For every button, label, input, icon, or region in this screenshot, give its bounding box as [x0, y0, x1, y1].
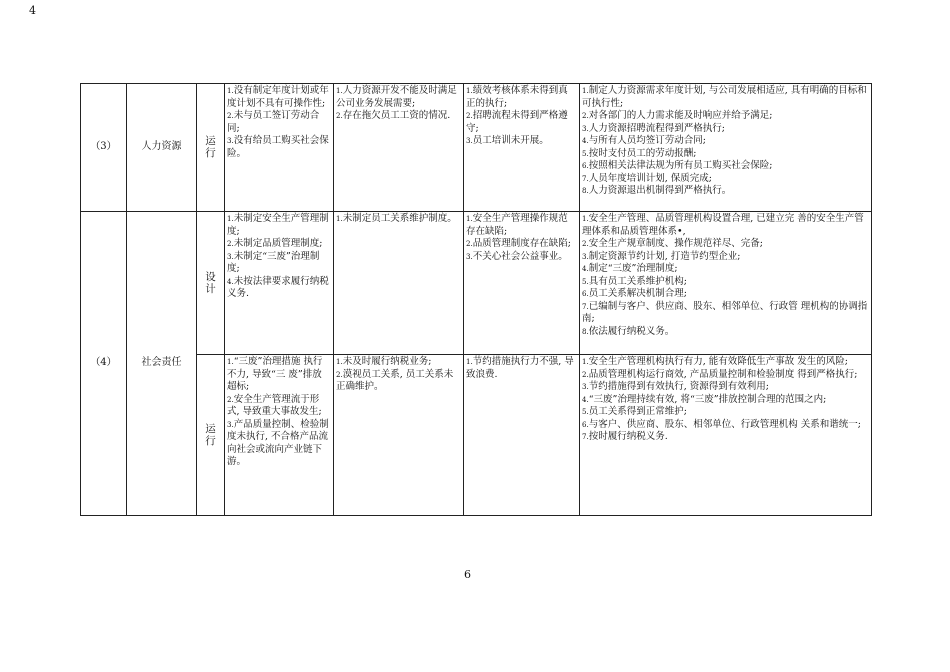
item-text: 没有制定年度计划或年度计划不具有可操作性; — [227, 85, 329, 109]
item-index: 3. — [466, 252, 473, 261]
list-item — [582, 85, 869, 110]
list-item — [582, 238, 869, 251]
list-item — [582, 419, 869, 432]
list-item — [336, 369, 461, 394]
list-item — [466, 135, 577, 148]
item-index: 4. — [582, 395, 589, 404]
item-text: 品质管理机构运行商效, 产品质量控制和检验制度 得到严格执行; — [588, 368, 858, 380]
item-text: 未制定品质管理制度; — [233, 238, 323, 249]
item-index: 1. — [466, 87, 473, 95]
item-text: 人力资源开发不能及时满足公司业务发展需要; — [336, 85, 457, 109]
item-index: 4. — [582, 265, 589, 273]
item-text: 未按法律要求履行纳税义务. — [227, 275, 329, 299]
stage-cell — [197, 355, 225, 516]
item-index: 3. — [582, 124, 589, 133]
item-text: 安全生产管理、品质管理机构设置合理, 已建立完 善的安全生产管理体系和品质管理体系•, — [582, 213, 864, 237]
item-index: 1. — [336, 358, 343, 366]
table-row — [81, 212, 872, 355]
item-index: 8. — [582, 187, 589, 195]
item-text: 未及时履行纳税业务; — [342, 356, 432, 367]
item-index: 2. — [582, 370, 589, 379]
category-cell: 社会责任 — [127, 212, 197, 516]
item-text: 不关心社会公益事业。 — [472, 250, 568, 262]
list-item — [582, 263, 869, 276]
item-text: “三废”治理持续有效, 将“三废”排放控制合理的范围之内; — [588, 393, 827, 405]
list-cell — [334, 212, 464, 355]
item-text: 与客户、供应商、股东、相邻单位、行政管理机构 关系和谐统一; — [588, 418, 861, 430]
item-index: 1. — [582, 358, 589, 366]
item-text: 未制定员工关系维护制度。 — [342, 213, 457, 224]
item-index: 2. — [227, 240, 234, 248]
item-index: 1. — [466, 358, 473, 366]
stage-label: 运行 — [205, 422, 216, 447]
item-text: 绩效考核体系未得到真正的执行; — [466, 85, 568, 109]
item-index: 4. — [582, 137, 589, 145]
list-item — [582, 301, 869, 326]
item-index: 2. — [227, 395, 234, 404]
list-item — [227, 85, 331, 110]
item-index: 1. — [336, 87, 343, 95]
list-item — [227, 251, 331, 276]
item-index: 5. — [582, 408, 589, 416]
item-text: 未制定安全生产管理制度; — [227, 213, 329, 237]
item-index: 3. — [466, 137, 473, 145]
item-index: 3. — [227, 252, 234, 261]
item-text: 员工培训未开展。 — [472, 135, 549, 146]
item-text: 员工关系解决机制合理; — [588, 288, 687, 299]
item-text: 依法履行纳税义务。 — [588, 325, 675, 337]
list-item — [227, 276, 331, 301]
item-index: 6. — [582, 162, 589, 170]
corner-number: 4 — [29, 4, 36, 17]
list-item — [582, 160, 869, 173]
list-cell — [225, 84, 334, 212]
item-index: 7. — [582, 174, 589, 183]
list-item — [582, 123, 869, 136]
item-index: 6. — [582, 420, 589, 429]
list-cell — [580, 84, 872, 212]
list-item — [336, 110, 461, 123]
item-text: 安全生产规章制度、操作规范祥尽、完备; — [588, 238, 763, 249]
list-item — [227, 419, 331, 469]
item-text: 安全生产管理机构执行有力, 能有效降低生产事故 发生的风险; — [588, 356, 848, 367]
item-text: 未制定“三废”治理制度; — [227, 250, 320, 274]
item-index: 1. — [227, 358, 234, 366]
list-item — [582, 110, 869, 123]
item-index: 2. — [582, 240, 589, 248]
list-item — [466, 238, 577, 251]
item-index: 1. — [227, 87, 234, 95]
item-text: 人力资源退出机制得到严格执行。 — [588, 185, 732, 196]
item-text: “三废”治理措施 执行不力, 导致“三 废”排放超标; — [227, 356, 323, 392]
item-text: 员工关系得到正常维护; — [588, 406, 687, 417]
item-text: 与所有人员均签订劳动合同; — [588, 135, 706, 146]
list-item — [466, 213, 577, 238]
item-text: 节约措施执行力不强, 导致浪费. — [466, 356, 574, 380]
stage-label: 运行 — [205, 135, 216, 160]
item-text: 安全生产管理操作规范存在缺陷; — [466, 213, 568, 237]
list-item — [582, 431, 869, 444]
list-item — [336, 213, 461, 226]
item-text: 制定资源节约计划, 打造节约型企业; — [588, 250, 741, 262]
stage-cell — [197, 212, 225, 355]
item-text: 节约措施得到有效执行, 资源得到有效利用; — [588, 381, 769, 392]
item-index: 3. — [227, 137, 234, 145]
list-item — [582, 276, 869, 289]
item-text: 品质管理制度存在缺陷; — [472, 238, 571, 249]
item-index: 2. — [582, 112, 589, 120]
list-item — [336, 85, 461, 110]
item-index: 3. — [582, 252, 589, 261]
item-index: 7. — [582, 302, 589, 311]
item-text: 招聘流程未得到严格遵守; — [466, 110, 568, 134]
item-index: 5. — [582, 149, 589, 158]
item-text: 对各部门的人力需求能及时响应并给予满足; — [588, 110, 773, 121]
item-text: 制定“三废”治理制度; — [588, 263, 678, 274]
list-item — [466, 85, 577, 110]
list-cell — [334, 355, 464, 516]
risk-control-table — [80, 83, 872, 516]
list-cell — [225, 355, 334, 516]
item-index: 4. — [227, 277, 234, 286]
list-item — [582, 251, 869, 264]
item-index: 3. — [227, 420, 234, 429]
list-item — [582, 135, 869, 148]
list-item — [582, 173, 869, 186]
list-item — [227, 394, 331, 419]
list-cell — [464, 355, 580, 516]
item-text: 安全生产管理流于形式, 导致重大事故发生; — [227, 393, 322, 417]
list-item — [582, 185, 869, 198]
list-item — [466, 356, 577, 381]
list-item — [227, 356, 331, 394]
item-text: 按时履行纳税义务. — [588, 431, 668, 442]
row-number: （4） — [81, 212, 127, 516]
item-index: 3. — [582, 383, 589, 391]
item-text: 产品质量控制、检验制度未执行, 不合格产品流向社会或流向产业链下游。 — [227, 418, 329, 467]
list-item — [227, 110, 331, 135]
item-index: 2. — [466, 240, 473, 248]
item-index: 1. — [582, 87, 589, 95]
item-index: 7. — [582, 433, 589, 441]
list-item — [466, 251, 577, 264]
category-cell: 人力资源 — [127, 84, 197, 212]
page-number: 6 — [464, 568, 471, 581]
item-text: 具有员工关系维护机构; — [588, 275, 687, 287]
stage-cell — [197, 84, 225, 212]
list-item — [582, 288, 869, 301]
item-text: 存在拖欠员工工资的情况. — [342, 110, 451, 121]
item-index: 1. — [466, 215, 473, 223]
list-item — [227, 213, 331, 238]
item-index: 1. — [336, 215, 343, 223]
list-item — [582, 381, 869, 394]
list-cell — [464, 84, 580, 212]
stage-label: 设计 — [205, 270, 216, 295]
item-index: 2. — [227, 112, 234, 120]
item-text: 人员年度培训计划, 保质完成; — [588, 172, 712, 184]
list-item — [582, 326, 869, 339]
table-row — [81, 84, 872, 212]
table-row — [81, 355, 872, 516]
row-number: （3） — [81, 84, 127, 212]
list-cell — [334, 84, 464, 212]
list-item — [227, 238, 331, 251]
list-item — [227, 135, 331, 160]
list-item — [466, 110, 577, 135]
list-cell — [225, 212, 334, 355]
list-item — [336, 356, 461, 369]
item-text: 按照相关法律法规为所有员工购买社会保险; — [588, 160, 773, 171]
list-item — [582, 213, 869, 238]
item-index: 1. — [582, 215, 589, 223]
item-text: 人力资源招聘流程得到严格执行; — [588, 122, 725, 134]
list-item — [582, 369, 869, 382]
list-cell — [580, 212, 872, 355]
item-text: 制定人力资源需求年度计划, 与公司发展相适应, 具有明确的目标和可执行性; — [582, 85, 867, 109]
item-index: 8. — [582, 327, 589, 336]
item-index: 5. — [582, 277, 589, 286]
list-item — [582, 356, 869, 369]
item-index: 6. — [582, 290, 589, 298]
item-text: 已编制与客户、供应商、股东、相邻单位、行政管 理机构的协调指南; — [582, 300, 868, 324]
item-index: 2. — [336, 112, 343, 120]
item-text: 没有给员工购买社会保险。 — [227, 135, 329, 159]
item-text: 按时支付员工的劳动报酬; — [588, 147, 697, 159]
list-item — [582, 406, 869, 419]
item-text: 漠视员工关系, 员工关系未正确维护。 — [336, 368, 454, 392]
list-item — [582, 394, 869, 407]
list-cell — [580, 355, 872, 516]
list-item — [582, 148, 869, 161]
item-index: 2. — [336, 370, 343, 379]
item-index: 1. — [227, 215, 234, 223]
list-cell — [464, 212, 580, 355]
item-text: 未与员工签订劳动合同; — [227, 110, 320, 134]
item-index: 2. — [466, 112, 473, 120]
